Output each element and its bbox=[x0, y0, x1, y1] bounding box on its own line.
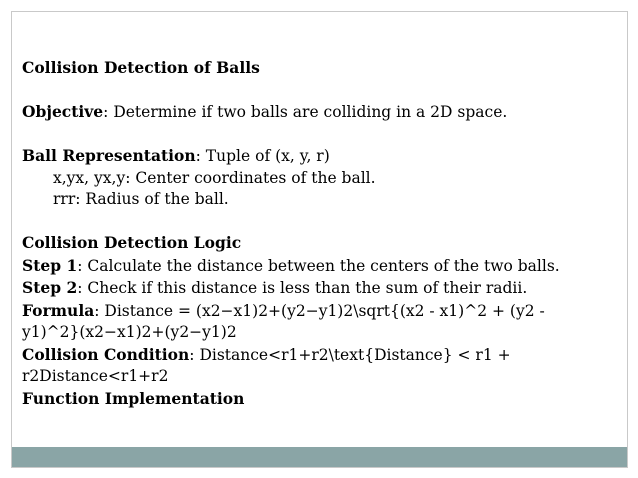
ball-representation-line bbox=[22, 145, 622, 168]
formula-text-1: : Distance = (x2−x1)2+(y2−y1)2\sqrt{(x2 - x1)^2 + (y2 - bbox=[94, 301, 545, 320]
slide-content bbox=[22, 57, 622, 410]
slide-title: Collision Detection of Balls bbox=[22, 58, 260, 77]
bottom-bar bbox=[12, 447, 627, 467]
condition-line bbox=[22, 344, 622, 367]
slide bbox=[11, 11, 628, 468]
step2-label: Step 2 bbox=[22, 278, 78, 297]
step1-label: Step 1 bbox=[22, 255, 78, 275]
step2-line bbox=[22, 277, 622, 300]
logic-heading: Collision Detection Logic bbox=[22, 233, 242, 252]
objective-text: : Determine if two balls are colliding in a 2D space. bbox=[103, 103, 508, 121]
ball-representation-text: : Tuple of (x, y, r) bbox=[195, 147, 330, 165]
formula-label: Formula bbox=[22, 300, 95, 320]
step1-text: : Calculate the distance between the centers of the two balls. bbox=[77, 256, 560, 275]
objective-label: Objective bbox=[22, 102, 104, 121]
condition-label: Collision Condition bbox=[22, 344, 190, 364]
formula-text-2: y1)^2}(x2−x1)2+(y2−y1)2 bbox=[22, 323, 237, 341]
step2-text: : Check if this distance is less than the sum of their radii. bbox=[77, 279, 528, 297]
objective-line bbox=[22, 101, 622, 124]
formula-line bbox=[22, 300, 622, 323]
ball-representation-label: Ball Representation bbox=[22, 146, 196, 165]
step1-line bbox=[22, 255, 622, 278]
ball-representation-item: rrr: Radius of the ball. bbox=[53, 190, 229, 208]
condition-text-1: : Distance<r1+r2\text{Distance} < r1 + bbox=[189, 345, 511, 364]
function-heading: Function Implementation bbox=[22, 388, 245, 408]
ball-representation-item: x,yx, yx,y: Center coordinates of the ball. bbox=[53, 168, 376, 187]
condition-text-2: r2Distance<r1+r2 bbox=[22, 367, 169, 385]
